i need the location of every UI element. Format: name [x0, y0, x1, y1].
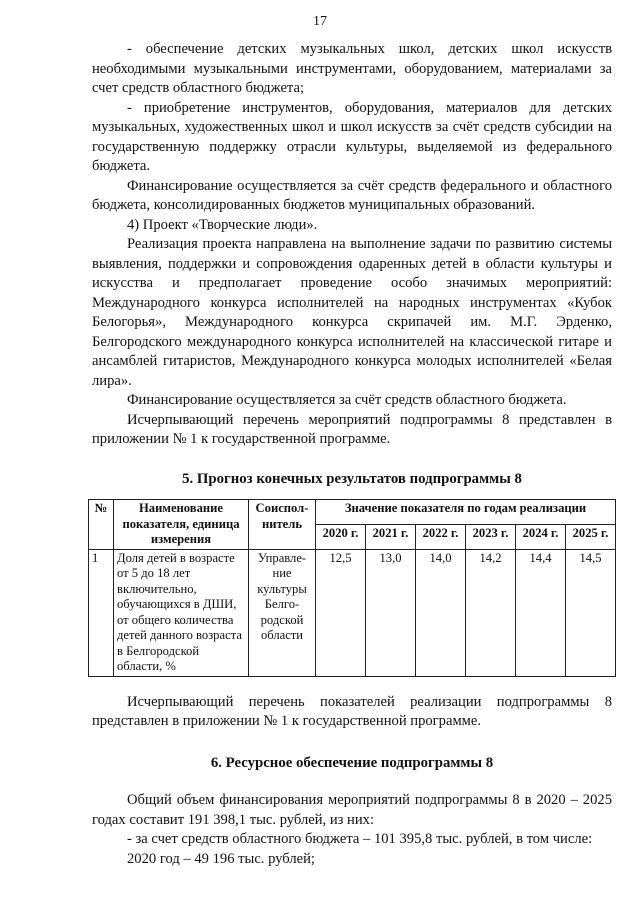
year-header: 2024 г. — [516, 524, 566, 549]
year-header: 2025 г. — [566, 524, 616, 549]
year-header: 2020 г. — [316, 524, 366, 549]
document-body — [92, 40, 612, 869]
section-heading: 5. Прогноз конечных результатов подпрограммы 8 — [182, 470, 522, 487]
paragraph: 4) Проект «Творческие люди». — [127, 216, 318, 233]
cell-value: 14,4 — [516, 549, 566, 676]
table-row — [89, 549, 616, 676]
cell-value: 14,5 — [566, 549, 616, 676]
page-number: 17 — [313, 14, 327, 29]
paragraph: - за счет средств областного бюджета – 101 395,8 тыс. рублей, в том числе: — [127, 831, 593, 847]
cell-value: 12,5 — [316, 549, 366, 676]
paragraph: Финансирование осуществляется за счёт средств федерального и областного бюджета, консолидированных бюджетов муниципальных образований. — [92, 177, 612, 213]
paragraph: Общий объем финансирования мероприятий подпрограммы 8 в 2020 – 2025 годах составит 191 398,1 тыс. рублей, из них: — [92, 792, 612, 828]
col-header-name: Наименование показателя, единица измерения — [114, 500, 249, 550]
cell-executor: Управле-ние культуры Белго-родской области — [249, 549, 316, 676]
col-header-num: № — [89, 500, 114, 550]
paragraph: - приобретение инструментов, оборудования, материалов для детских музыкальных, художественных школ и школ искусств за счёт средств субсидии на государственную поддержку отрасли культуры, выделяемой из федерального бюджета. — [92, 99, 612, 174]
section-heading: 6. Ресурсное обеспечение подпрограммы 8 — [210, 754, 494, 771]
col-header-values: Значение показателя по годам реализации — [316, 500, 616, 525]
cell-name: Доля детей в возрасте от 5 до 18 лет включительно, обучающихся в ДШИ, от общего количества детей данного возраста в Белгородской области, % — [114, 549, 249, 676]
cell-value: 14,0 — [416, 549, 466, 676]
paragraph: - обеспечение детских музыкальных школ, детских школ искусств необходимыми музыкальными инструментами, оборудованием, материалами за счет средств областного бюджета; — [92, 41, 612, 96]
paragraph: Реализация проекта направлена на выполнение задачи по развитию системы выявления, поддержки и сопровождения одаренных детей в области культуры и искусства и предполагает проведение особо значимых мероприятий: Международного конкурса исполнителей на народных инструментах «Кубок Белогорья», Международного конкурса скрипачей им. М.Г. Эрденко, Белгородского международного конкурса исполнителей на классической гитаре и ансамблей гитаристов, Международного конкурса молодых исполнителей «Белая лира». — [92, 236, 612, 389]
cell-value: 14,2 — [466, 549, 516, 676]
year-header: 2022 г. — [416, 524, 466, 549]
cell-num: 1 — [89, 549, 114, 676]
results-table — [88, 499, 616, 677]
col-header-executor: Соиспол-нитель — [249, 500, 316, 550]
paragraph: 2020 год – 49 196 тыс. рублей; — [127, 850, 315, 867]
paragraph: Исчерпывающий перечень показателей реализации подпрограммы 8 представлен в приложении № 1 к государственной программе. — [92, 693, 612, 729]
paragraph: Финансирование осуществляется за счёт средств областного бюджета. — [127, 392, 567, 408]
paragraph: Исчерпывающий перечень мероприятий подпрограммы 8 представлен в приложении № 1 к государственной программе. — [92, 411, 612, 447]
year-header: 2021 г. — [366, 524, 416, 549]
cell-value: 13,0 — [366, 549, 416, 676]
year-header: 2023 г. — [466, 524, 516, 549]
